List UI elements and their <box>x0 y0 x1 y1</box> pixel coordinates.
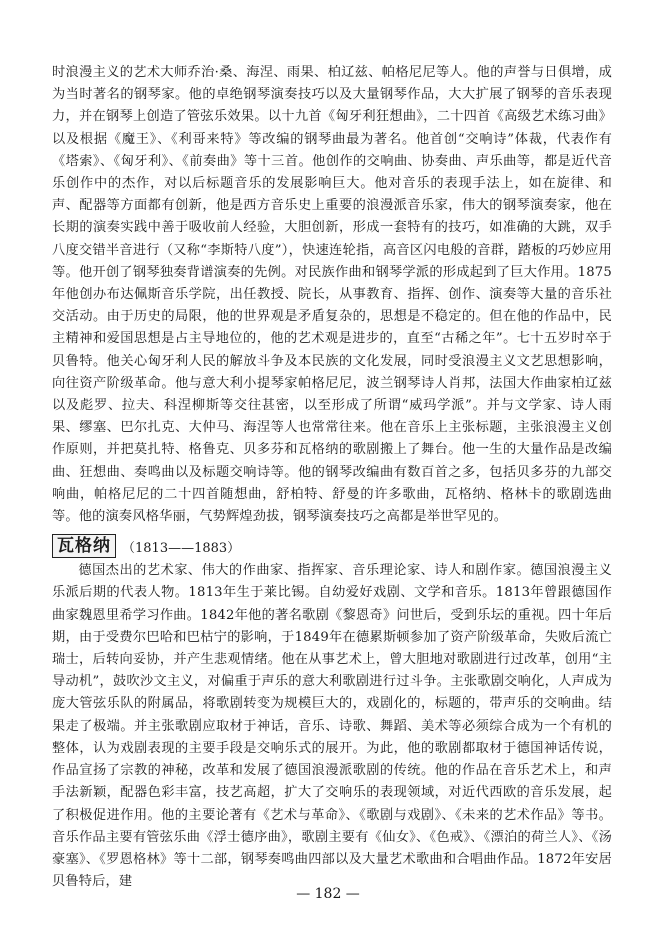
paragraph-liszt: 时浪漫主义的艺术大师乔治·桑、海涅、雨果、柏辽兹、帕格尼尼等人。他的声誉与日俱增，成为当时著名的钢琴家。他的卓绝钢琴演奏技巧以及大量钢琴作品，大大扩展了钢琴的音乐表现力，并在钢琴上创造了管弦乐效果。以十九首《匈牙利狂想曲》，二十四首《高级艺术练习曲》以及根据《魔王》、《利哥来特》等改编的钢琴曲最为著名。他首创“交响诗”体裁，代表作有《塔索》、《匈牙利》、《前奏曲》等十三首。他创作的交响曲、协奏曲、声乐曲等，都是近代音乐创作中的杰作，对以后标题音乐的发展影响巨大。他对音乐的表现手法上，如在旋律、和声、配器等方面都有创新，他是西方音乐史上重要的浪漫派音乐家，伟大的钢琴演奏家，他在长期的演奏实践中善于吸收前人经验，大胆创新，形成一套特有的技巧，如准确的大跳，双手八度交错半音进行（又称“李斯特八度”），快速连轮指，高音区闪电般的音群，踏板的巧妙应用等。他开创了钢琴独奏背谱演奏的先例。对民族作曲和钢琴学派的形成起到了巨大作用。1875年他创办布达佩斯音乐学院，出任教授、院长，从事教育、指挥、创作、演奏等大量的音乐社交活动。由于历史的局限，他的世界观是矛盾复杂的，思想是不稳定的。但在他的作品中，民主精神和爱国思想是占主导地位的，他的艺术观是进步的，直至“古稀之年”。七十五岁时卒于贝鲁特。他关心匈牙利人民的解放斗争及本民族的文化发展，同时受浪漫主义文艺思想影响，向往资产阶级革命。他与意大利小提琴家帕格尼尼，波兰钢琴诗人肖邦，法国大作曲家柏辽兹以及彪罗、拉夫、科涅柳斯等交往甚密，以至形成了所谓“威玛学派”。并与文学家、诗人雨果、缪塞、巴尔扎克、大仲马、海涅等人也常常往来。他在音乐上主张标题，主张浪漫主义创作原则，并把莫扎特、格鲁克、贝多芬和瓦格纳的歌剧搬上了舞台。他一生的大量作品是改编曲、狂想曲、奏鸣曲以及标题交响诗等。他的钢琴改编曲有数百首之多，包括贝多芬的九部交响曲，帕格尼尼的二十四首随想曲，舒柏特、舒曼的许多歌曲，瓦格纳、格林卡的歌剧选曲等。他的演奏风格华丽，气势辉煌劲拔，钢琴演奏技巧之高都是举世罕见的。 <box>52 65 612 525</box>
section-title: 瓦格纳 <box>52 534 116 558</box>
page-body <box>52 62 612 893</box>
section-dates: （1813——1883） <box>122 540 241 556</box>
page-number: — 182 — <box>296 886 360 902</box>
paragraph-wagner: 德国杰出的艺术家、伟大的作曲家、指挥家、音乐理论家、诗人和剧作家。德国浪漫主义乐派后期的代表人物。1813年生于莱比锡。自幼爱好戏剧、文学和音乐。1813年曾跟德国作曲家魏恩里希学习作曲。1842年他的著名歌剧《黎恩奇》问世后，受到乐坛的重视。四十年后期，由于受费尔巴哈和巴枯宁的影响，于1849年在德累斯顿参加了资产阶级革命，失败后流亡瑞士，后转向妥协，并产生悲观情绪。他在从事艺术上，曾大胆地对歌剧进行过改革，创用“主导动机”，鼓吹沙文主义，对偏重于声乐的意大利歌剧进行过斗争。主张歌剧交响化，人声成为庞大管弦乐队的附属品，将歌剧转变为规模巨大的，戏剧化的，标题的，带声乐的交响曲。结果走了极端。并主张歌剧应取材于神话，音乐、诗歌、舞蹈、美术等必须综合成为一个有机的整体，认为戏剧表现的主要手段是交响乐式的展开。为此，他的歌剧都取材于德国神话传说，作品宣扬了宗教的神秘，改革和发展了德国浪漫派歌剧的传统。他的作品在音乐艺术上，和声手法新颖，配器色彩丰富，技艺高超，扩大了交响乐的表现领域，对近代西欧的音乐发展，起了积极促进作用。他的主要论著有《艺术与革命》、《歌剧与戏剧》、《未来的艺术作品》等书。音乐作品主要有管弦乐曲《浮士德序曲》，歌剧主要有《仙女》、《色戒》、《漂泊的荷兰人》、《汤豪塞》、《罗恩格林》等十二部，钢琴奏鸣曲四部以及大量艺术歌曲和合唱曲作品。1872年安居贝鲁特后，建 <box>52 563 612 890</box>
section-heading-wagner <box>52 534 612 558</box>
